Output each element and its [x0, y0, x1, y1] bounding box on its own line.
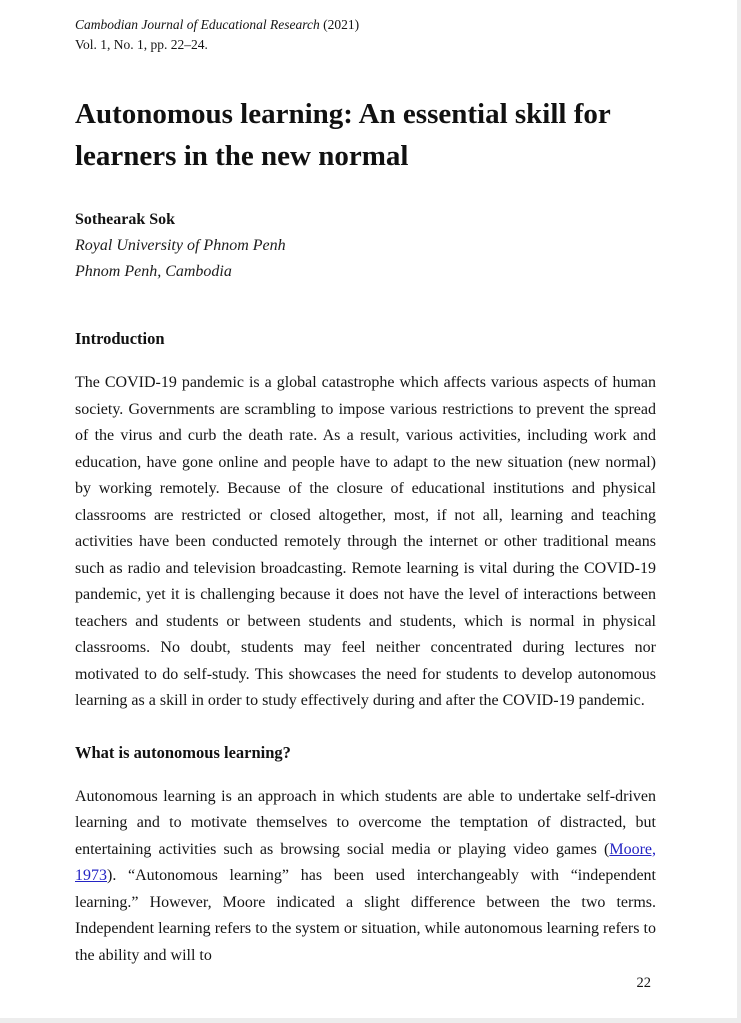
- page-number: 22: [636, 975, 651, 991]
- author-location: Phnom Penh, Cambodia: [75, 263, 232, 280]
- section-heading-introduction: Introduction: [75, 329, 165, 348]
- journal-name: Cambodian Journal of Educational Research: [75, 17, 320, 32]
- autonomous-learning-paragraph: [75, 784, 656, 970]
- citation-link-moore-1973[interactable]: Moore, 1973: [75, 840, 656, 884]
- paragraph-text-after-citation: ). “Autonomous learning” has been used interchangeably with “independent learning.” However, Moore indicated a slight difference between the two terms. Independent learning refers to the system or situation, while autonomous learning refers to the ability and will to: [75, 867, 656, 964]
- author-affiliation: Royal University of Phnom Penh: [75, 237, 286, 254]
- section-heading-autonomous-learning: What is autonomous learning?: [75, 742, 291, 762]
- author-block: [75, 207, 656, 285]
- journal-year: (2021): [323, 17, 360, 32]
- journal-header-line: [75, 15, 656, 35]
- article-title: Autonomous learning: An essential skill for learners in the new normal: [75, 98, 611, 172]
- volume-info: Vol. 1, No. 1, pp. 22–24.: [75, 37, 208, 52]
- paragraph-text-before-citation: Autonomous learning is an approach in which students are able to undertake self-driven learning and to motivate themselves to overcome the temptation of distracted, but entertaining activities such as browsing social media or playing video games (: [75, 787, 656, 858]
- author-name: Sothearak Sok: [75, 211, 176, 228]
- introduction-paragraph: The COVID-19 pandemic is a global catastrophe which affects various aspects of human society. Governments are scrambling to impose various restrictions to prevent the spread of the virus and curb the death rate. As a result, various activities, including work and education, have gone online and people have to adapt to the new situation (new normal) by working remotely. Because of the closure of educational institutions and physical classrooms are restricted or closed altogether, most, if not all, learning and teaching activities have been conducted remotely through the internet or other traditional means such as radio and television broadcasting. Remote learning is vital during the COVID-19 pandemic, yet it is challenging because it does not have the level of interactions between teachers and students or between students and students, which is normal in physical classrooms. No doubt, students may feel neither concentrated during lectures nor motivated to do self-study. This showcases the need for students to develop autonomous learning as a skill in order to study effectively during and after the COVID-19 pandemic.: [75, 374, 656, 709]
